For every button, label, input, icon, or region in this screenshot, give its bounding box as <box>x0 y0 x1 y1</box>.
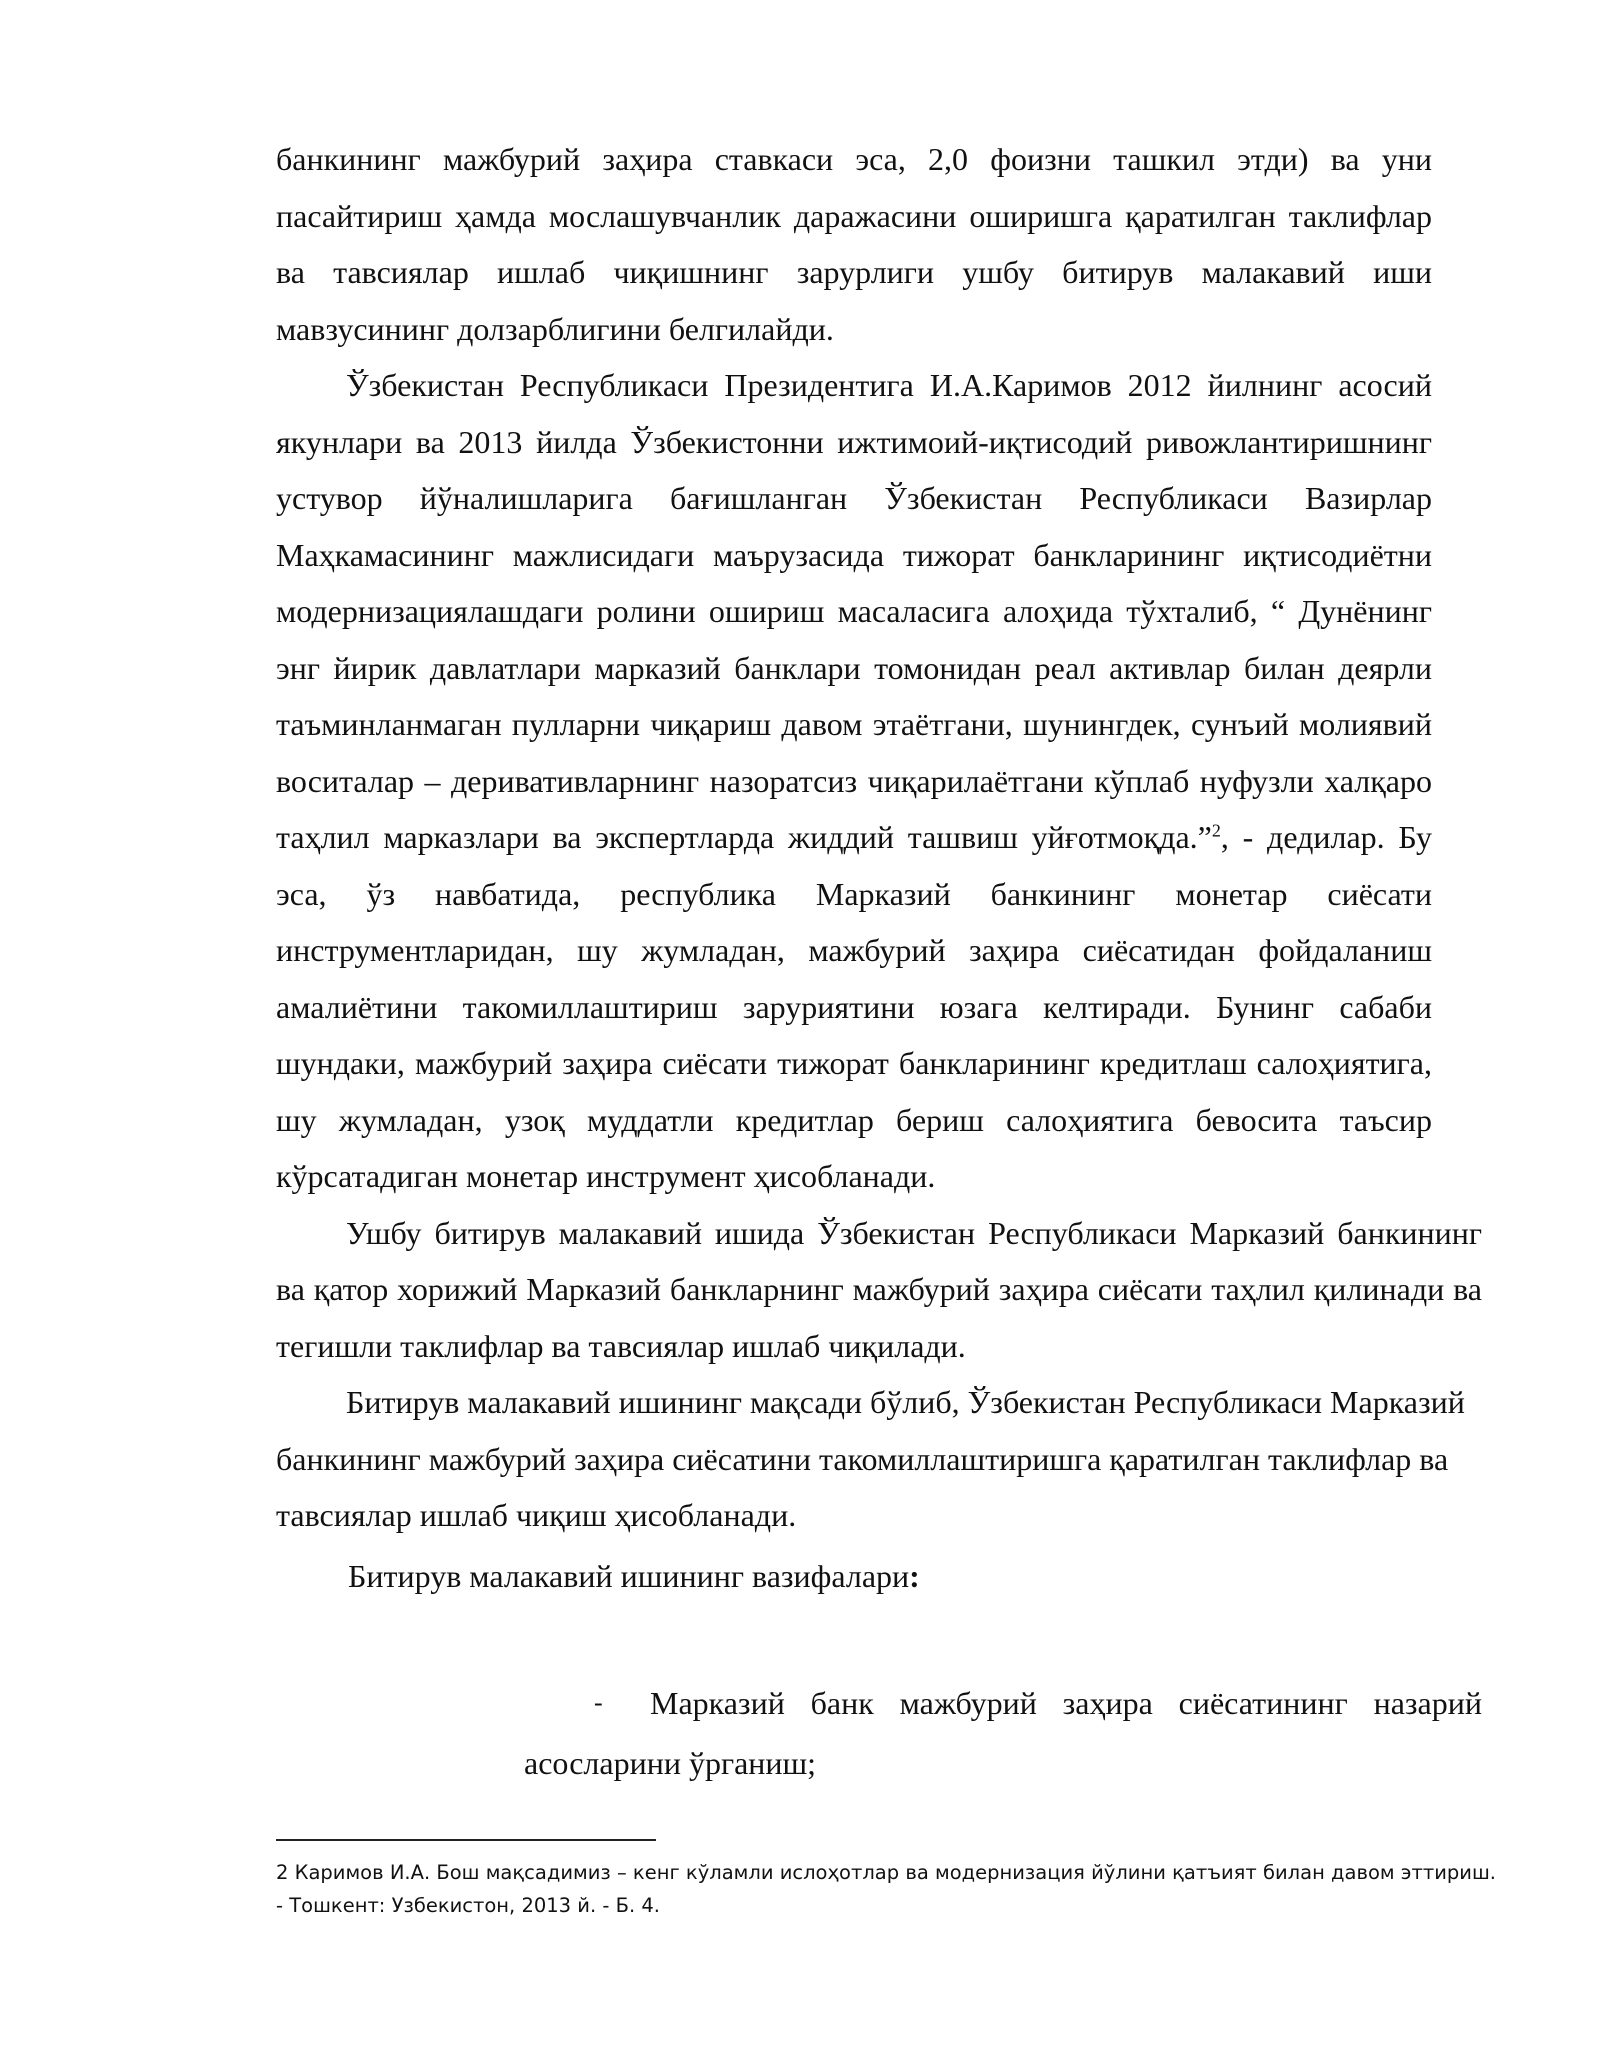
paragraph-president-speech <box>276 357 1432 1205</box>
tasks-heading-colon: : <box>909 1557 920 1594</box>
list-bullet: - <box>594 1688 603 1717</box>
footnote-separator <box>276 1839 656 1841</box>
footnote-text: 2 Каримов И.А. Бош мақсадимиз – кенг кўламли ислоҳотлар ва модернизация йўлини қатъият билан давом эттириш. - Тошкент: Узбекистон, 2013 й. - Б. 4. <box>276 1861 1496 1917</box>
list-item-text: Марказий банк мажбурий заҳира сиёсатининг назарий асосларини ўрганиш; <box>524 1685 1482 1781</box>
tasks-heading <box>276 1548 1432 1605</box>
speech-text-part2: , - дедилар. Бу эса, ўз навбатида, республика Марказий банкининг монетар сиёсати инструментларидан, шу жумладан, мажбурий заҳира сиёсатидан фойдаланиш амалиётини такомиллаштириш заруриятини юзага келтиради. Бунинг сабаби шундаки, мажбурий заҳира сиёсати тижорат банкларининг кредитлаш салоҳиятига, шу жумладан, узоқ муддатли кредитлар бериш салоҳиятига бевосита таъсир кўрсатадиган монетар инструмент ҳисобланади. <box>276 819 1433 1194</box>
paragraph-goal: Битирув малакавий ишининг мақсади бўлиб, Ўзбекистан Республикаси Марказий банкининг мажбурий заҳира сиёсатини такомиллаштиришга қаратилган таклифлар ва тавсиялар ишлаб чиқиш ҳисобланади. <box>276 1384 1465 1533</box>
footnote-reference[interactable]: 2 <box>1211 820 1221 841</box>
speech-text-part1: Ўзбекистан Республикаси Президентига И.А.Каримов 2012 йилнинг асосий якунлари ва 2013 йилда Ўзбекистонни ижтимоий-иқтисодий ривожлантиришнинг устувор йўналишларига бағишланган Ўзбекистан Республикаси Вазирлар Маҳкамасининг мажлисидаги маърузасида тижорат банкларининг иқтисодиётни модернизациялашдаги ролини ошириш масаласига алоҳида тўхталиб, “ Дунёнинг энг йирик давлатлари марказий банклари томонидан реал активлар билан деярли таъминланмаган пулларни чиқариш давом этаётгани, шунингдек, сунъий молиявий воситалар – деривативларнинг назоратсиз чиқарилаётгани кўплаб нуфузли халқаро таҳлил марказлари ва экспертларда жиддий ташвиш уйғотмоқда.” <box>276 367 1432 855</box>
tasks-list <box>524 1673 1482 1793</box>
footnote <box>276 1856 1496 1922</box>
body-text <box>276 131 1482 1604</box>
tasks-heading-text: Битирув малакавий ишининг вазифалари <box>348 1557 910 1594</box>
paragraph-analysis-scope: Ушбу битирув малакавий ишида Ўзбекистан Республикаси Марказий банкининг ва қатор хорижий Марказий банкларнинг мажбурий заҳира сиёсати таҳлил қилинади ва тегишли таклифлар ва тавсиялар ишлаб чиқилади. <box>276 1214 1482 1364</box>
paragraph-relevance: банкининг мажбурий заҳира ставкаси эса, 2,0 фоизни ташкил этди) ва уни пасайтириш ҳамда мослашувчанлик даражасини оширишга қаратилган таклифлар ва тавсиялар ишлаб чиқишнинг зарурлиги ушбу битирув малакавий иши мавзусининг долзарблигини белгилайди. <box>276 141 1432 347</box>
list-item <box>524 1673 1482 1793</box>
